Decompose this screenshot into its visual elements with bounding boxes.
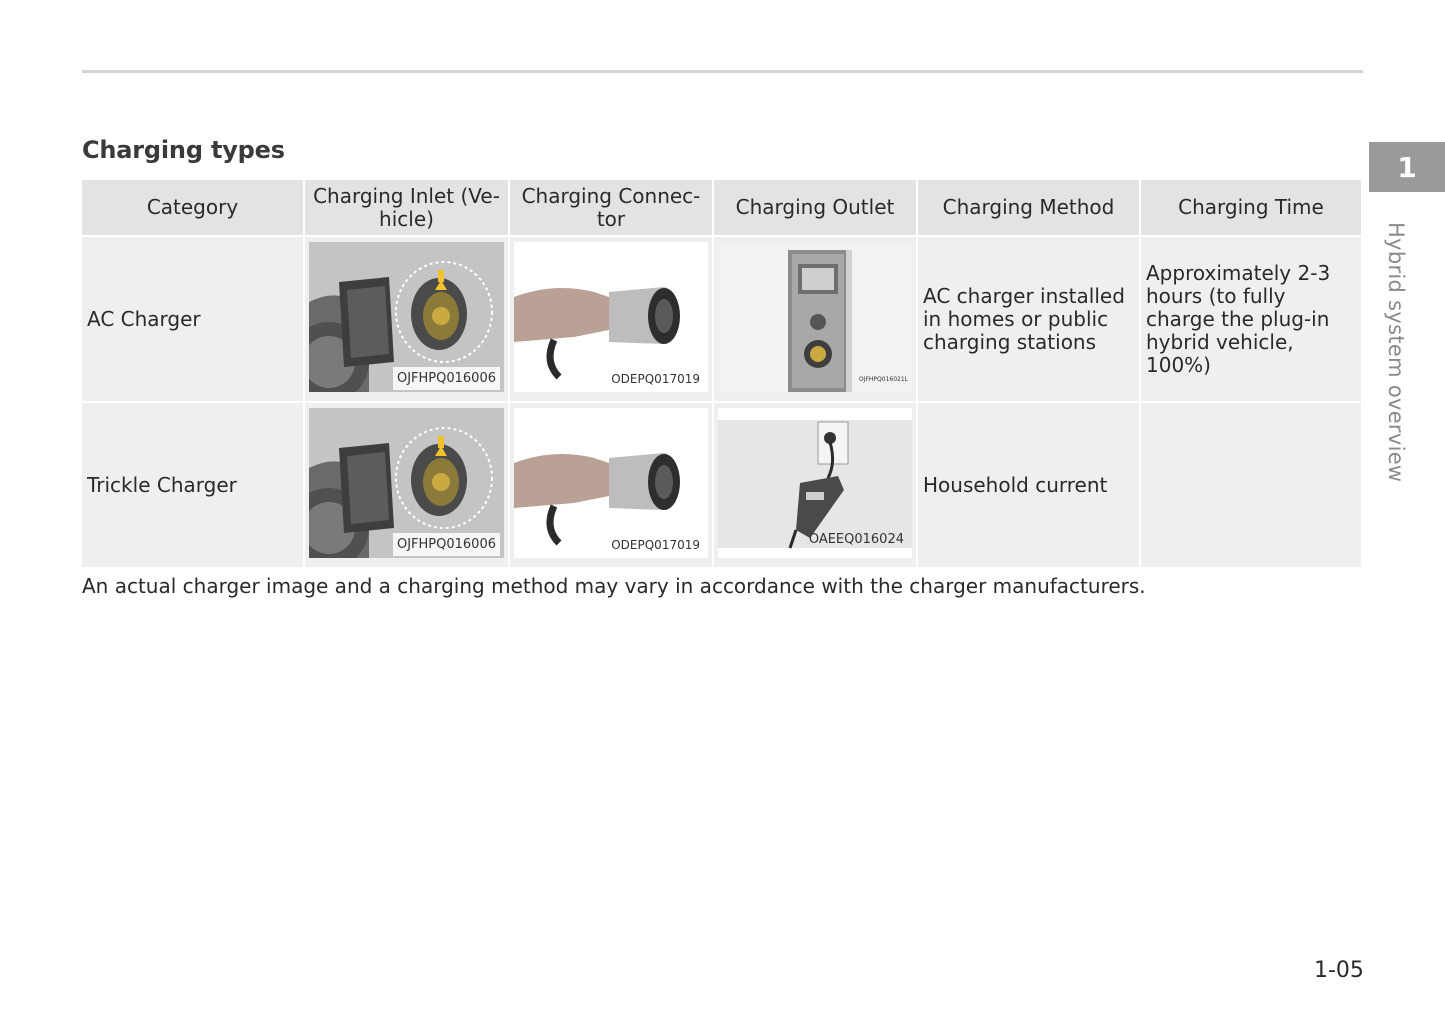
page-number: 1-05: [1314, 958, 1364, 983]
header-charging-connector: [510, 180, 712, 235]
chapter-tab: [1369, 142, 1445, 192]
connector-figure-code: ODEPQ017019: [611, 372, 700, 386]
charging-inlet-illustration: [309, 408, 504, 558]
outlet-image-cell: [714, 403, 916, 567]
charging-time-text: Approximately 2-3 hours (to fully charge the plug-in hybrid vehicle, 100%): [1146, 260, 1331, 377]
header-category-label: Category: [146, 195, 239, 219]
charging-time-cell: [1141, 403, 1361, 567]
outlet-figure-code: OAEEQ016024: [808, 532, 904, 547]
connector-image-cell: [510, 237, 712, 401]
header-charging-time: [1141, 180, 1361, 235]
outlet-image-cell: [714, 237, 916, 401]
connector-image-cell: [510, 403, 712, 567]
category-label: AC Charger: [87, 306, 201, 331]
footnote: An actual charger image and a charging method may vary in accordance with the charger manufacturers.: [82, 574, 1146, 598]
table-row: [82, 403, 1361, 567]
header-category: [82, 180, 303, 235]
header-charging-time-label: Charging Time: [1178, 195, 1324, 219]
charging-method-cell: [918, 237, 1139, 401]
header-charging-method-label: Charging Method: [942, 195, 1115, 219]
charging-outlet-illustration: [718, 242, 912, 392]
household-outlet-illustration: [718, 408, 912, 558]
category-label: Trickle Charger: [87, 472, 237, 497]
charging-method-cell: [918, 403, 1139, 567]
connector-figure-code: ODEPQ017019: [611, 538, 700, 552]
header-charging-outlet: [714, 180, 916, 235]
header-charging-outlet-label: Charging Outlet: [735, 195, 895, 219]
top-rule: [82, 70, 1363, 73]
header-charging-connector-label: Charging Connec- tor: [521, 183, 701, 231]
charging-connector-illustration: [514, 408, 708, 558]
section-title: Charging types: [82, 136, 285, 164]
charging-method-text: Household current: [923, 472, 1108, 497]
header-charging-inlet: [305, 180, 508, 235]
charging-method-text: AC charger installed in homes or public charging stations: [923, 283, 1125, 354]
category-cell: [82, 403, 303, 567]
chapter-number: 1: [1397, 150, 1417, 184]
category-cell: [82, 237, 303, 401]
chapter-title: Hybrid system overview: [1384, 222, 1408, 483]
charging-connector-illustration: [514, 242, 708, 392]
charging-types-table: [80, 178, 1363, 569]
header-charging-inlet-label: Charging Inlet (Ve- hicle): [313, 183, 500, 231]
inlet-image-cell: [305, 237, 508, 401]
charging-inlet-illustration: [309, 242, 504, 392]
inlet-figure-code: OJFHPQ016006: [393, 367, 500, 390]
table-row: [82, 237, 1361, 401]
inlet-image-cell: [305, 403, 508, 567]
header-charging-method: [918, 180, 1139, 235]
charging-time-cell: [1141, 237, 1361, 401]
outlet-figure-code: OJFHPQ016021L: [858, 376, 908, 383]
inlet-figure-code: OJFHPQ016006: [393, 533, 500, 556]
table-header-row: [82, 180, 1361, 235]
